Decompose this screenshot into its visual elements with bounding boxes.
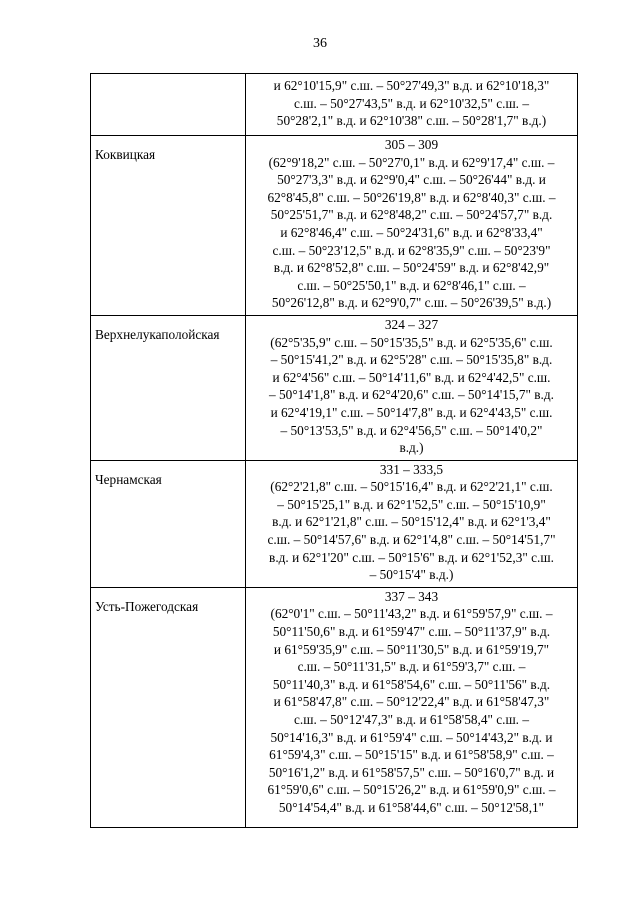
table-row: [91, 315, 578, 460]
coord-line: (62°5'35,9" с.ш. – 50°15'35,5" в.д. и 62°5'35,6" с.ш.: [270, 334, 553, 350]
coord-line: и 62°4'19,1" с.ш. – 50°14'7,8" в.д. и 62°4'43,5" с.ш.: [270, 404, 553, 420]
area-name: Чернамская: [95, 471, 162, 487]
coord-line: и 62°8'46,4" с.ш. – 50°24'31,6" в.д. и 62°8'33,4": [280, 224, 543, 240]
coord-line: с.ш. – 50°23'12,5" в.д. и 62°8'35,9" с.ш. – 50°23'9": [272, 242, 551, 258]
range-label: 324 – 327: [384, 316, 439, 332]
coord-line: 50°25'51,7" в.д. и 62°8'48,2" с.ш. – 50°24'57,7" в.д.: [270, 207, 553, 223]
coord-line: 61°59'4,3" с.ш. – 50°15'15" в.д. и 61°58'58,9" с.ш. –: [269, 747, 554, 763]
coord-line: в.д.): [399, 440, 424, 456]
area-name: Усть-Пожегодская: [95, 598, 199, 614]
coord-line: – 50°15'41,2" в.д. и 62°5'28" с.ш. – 50°15'35,8" в.д.: [270, 352, 553, 368]
coord-line: в.д. и 62°1'21,8" с.ш. – 50°15'12,4" в.д. и 62°1'3,4": [272, 514, 551, 530]
coord-line: с.ш. – 50°11'31,5" в.д. и 61°59'3,7" с.ш. –: [297, 659, 526, 675]
range-label: 337 – 343: [384, 588, 439, 604]
coord-line: в.д. и 62°1'20" с.ш. – 50°15'6" в.д. и 62°1'52,3" с.ш.: [269, 549, 554, 565]
coord-line: 50°27'3,3" в.д. и 62°9'0,4" с.ш. – 50°26'44" в.д. и: [277, 172, 546, 188]
area-name-cell: [91, 315, 246, 460]
coord-line: и 61°59'35,9" с.ш. – 50°11'30,5" в.д. и 61°59'19,7": [273, 641, 550, 657]
coord-line: (62°0'1" с.ш. – 50°11'43,2" в.д. и 61°59'57,9" с.ш. –: [270, 606, 553, 622]
table-row: [91, 460, 578, 587]
coordinates-cell: [246, 74, 578, 136]
coord-line: – 50°13'53,5" в.д. и 62°4'56,5" с.ш. – 50°14'0,2": [280, 422, 543, 438]
area-name: Верхнелукаполойская: [95, 326, 220, 342]
table-row: [91, 587, 578, 827]
area-name-cell: [91, 136, 246, 316]
coord-line: и 61°58'47,8" с.ш. – 50°12'22,4" в.д. и 61°58'47,3": [273, 694, 550, 710]
coord-line: 50°11'50,6" в.д. и 61°59'47" с.ш. – 50°11'37,9" в.д.: [272, 624, 551, 640]
coord-line: (62°2'21,8" с.ш. – 50°15'16,4" в.д. и 62°2'21,1" с.ш.: [270, 479, 553, 495]
coordinates-cell: [246, 460, 578, 587]
coord-line: – 50°14'1,8" в.д. и 62°4'20,6" с.ш. – 50°14'15,7" в.д.: [269, 387, 554, 403]
coord-line: в.д. и 62°8'52,8" с.ш. – 50°24'59" в.д. и 62°8'42,9": [273, 260, 550, 276]
coord-line: – 50°15'4" в.д.): [369, 567, 454, 583]
coord-line: с.ш. – 50°14'57,6" в.д. и 62°1'4,8" с.ш. – 50°14'51,7": [267, 532, 556, 548]
coordinates-cell: [246, 587, 578, 827]
coord-line: 50°14'16,3" в.д. и 61°59'4" с.ш. – 50°14'43,2" в.д. и: [270, 729, 553, 745]
coord-line: 50°16'1,2" в.д. и 61°58'57,5" с.ш. – 50°16'0,7" в.д. и: [268, 764, 555, 780]
range-label: 331 – 333,5: [379, 461, 444, 477]
coord-line: 50°14'54,4" в.д. и 61°58'44,6" с.ш. – 50°12'58,1": [278, 799, 545, 815]
coord-line: с.ш. – 50°12'47,3" в.д. и 61°58'58,4" с.ш. –: [294, 712, 529, 727]
area-name-cell: [91, 460, 246, 587]
coord-line: с.ш. – 50°25'50,1" в.д. и 62°8'46,1" с.ш. –: [297, 277, 526, 293]
coord-line: 62°8'45,8" с.ш. – 50°26'19,8" в.д. и 62°8'40,3" с.ш. –: [267, 189, 556, 205]
coordinates-table: [90, 73, 578, 828]
page-number: 36: [313, 36, 327, 51]
coordinates-cell: [246, 136, 578, 316]
coordinates-cell: [246, 315, 578, 460]
coord-line: 61°59'0,6" с.ш. – 50°15'26,2" в.д. и 61°59'0,9" с.ш. –: [267, 782, 556, 798]
range-label: 305 – 309: [384, 137, 439, 152]
table-row: [91, 74, 578, 136]
coord-line: 50°26'12,8" в.д. и 62°9'0,7" с.ш. – 50°26'39,5" в.д.): [271, 295, 552, 311]
coord-line: – 50°15'25,1" в.д. и 62°1'52,5" с.ш. – 50°15'10,9": [277, 496, 546, 512]
coord-line: 50°28'2,1" в.д. и 62°10'38" с.ш. – 50°28'1,7" в.д.): [276, 113, 547, 129]
coord-line: и 62°4'56" с.ш. – 50°14'11,6" в.д. и 62°4'42,5" с.ш.: [272, 369, 551, 385]
table-row: [91, 136, 578, 316]
area-name-cell: [91, 74, 246, 136]
area-name-cell: [91, 587, 246, 827]
area-name: Коквицкая: [95, 147, 156, 162]
coord-line: и 62°10'15,9" с.ш. – 50°27'49,3" в.д. и 62°10'18,3": [273, 78, 550, 93]
coord-line: 50°11'40,3" в.д. и 61°58'54,6" с.ш. – 50°11'56" в.д.: [272, 676, 551, 692]
coord-line: с.ш. – 50°27'43,5" в.д. и 62°10'32,5" с.ш. –: [294, 95, 529, 111]
coord-line: (62°9'18,2" с.ш. – 50°27'0,1" в.д. и 62°9'17,4" с.ш. –: [268, 154, 555, 170]
